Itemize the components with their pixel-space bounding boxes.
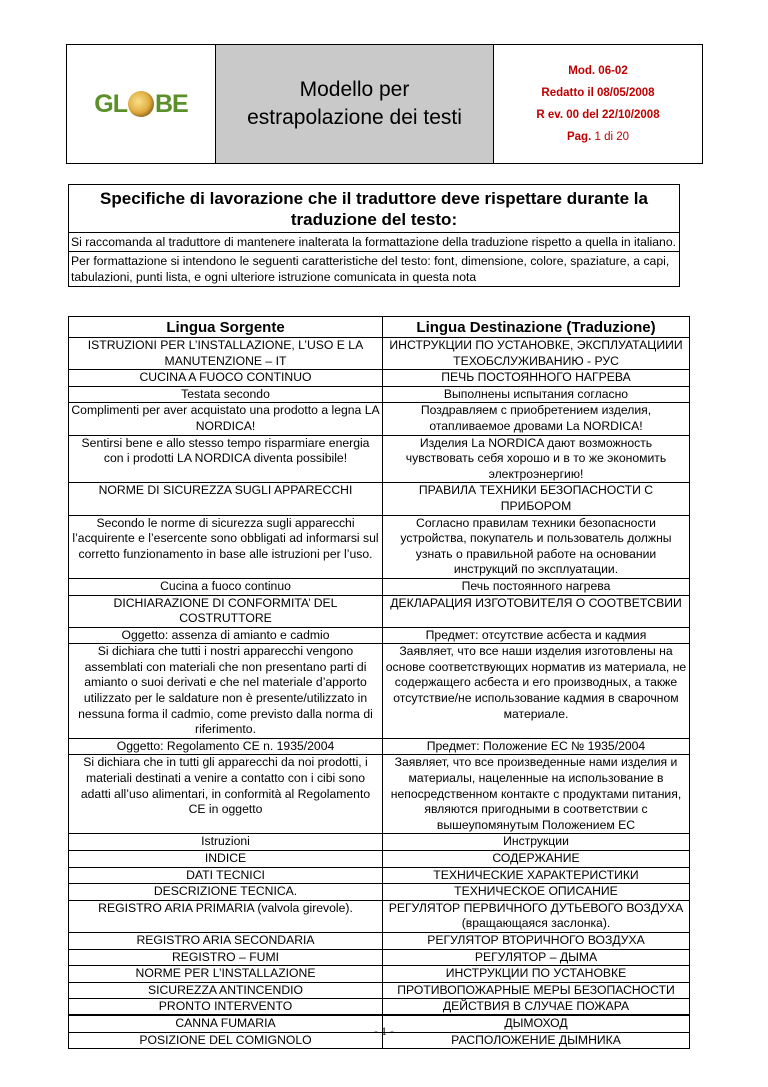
footer-rule bbox=[68, 1014, 689, 1015]
translation-text-cell: ИНСТРУКЦИИ ПО УСТАНОВКЕ bbox=[383, 966, 690, 983]
source-language-header: Lingua Sorgente bbox=[69, 317, 383, 338]
translation-text-cell: Печь постоянного нагрева bbox=[383, 578, 690, 595]
table-row bbox=[69, 738, 690, 755]
spec-line-1: Si raccomanda al traduttore di mantenere inalterata la formattazione della traduzione rispetto a quella in italiano. bbox=[71, 235, 676, 249]
translation-text-cell: РЕГУЛЯТОР ВТОРИЧНОГО ВОЗДУХА bbox=[383, 932, 690, 949]
page-number: 1 di 20 bbox=[594, 131, 630, 143]
table-row bbox=[69, 851, 690, 868]
source-text-cell: SICUREZZA ANTINCENDIO bbox=[69, 982, 383, 999]
source-text-cell: DATI TECNICI bbox=[69, 867, 383, 884]
translation-text-cell: ДЫМОХОД bbox=[383, 1015, 690, 1032]
table-row bbox=[69, 386, 690, 403]
table-row bbox=[69, 644, 690, 739]
source-text-cell: Testata secondo bbox=[69, 386, 383, 403]
source-text-cell: Si dichiara che in tutti gli apparecchi da noi prodotti, i materiali destinati a venire a contatto con i cibi sono adatti all’uso alimentari, in conformità al Regolamento CE in oggetto bbox=[69, 755, 383, 834]
document-title bbox=[216, 45, 494, 163]
revision: R ev. 00 del 22/10/2008 bbox=[536, 109, 660, 121]
translation-table bbox=[68, 316, 690, 1049]
table-row bbox=[69, 867, 690, 884]
translation-text-cell: Инструкции bbox=[383, 834, 690, 851]
translation-text-cell: ИНСТРУКЦИИ ПО УСТАНОВКЕ, ЭКСПЛУАТАЦИИИ ТЕХОБСЛУЖИВАНИЮ - РУС bbox=[383, 338, 690, 370]
translation-text-cell: РЕГУЛЯТОР – ДЫМА bbox=[383, 949, 690, 966]
translation-text-cell: РАСПОЛОЖЕНИЕ ДЫМНИКА bbox=[383, 1032, 690, 1049]
title-line-2: estrapolazione dei testi bbox=[247, 106, 462, 129]
table-row bbox=[69, 949, 690, 966]
translation-specifications bbox=[68, 184, 680, 287]
table-row bbox=[69, 834, 690, 851]
source-text-cell: Complimenti per aver acquistato una prodotto a legna LA NORDICA! bbox=[69, 403, 383, 435]
source-text-cell: NORME PER L’INSTALLAZIONE bbox=[69, 966, 383, 983]
spec-line-2: Per formattazione si intendono le seguenti caratteristiche del testo: font, dimensione, colore, spaziature, a capi, tabulazioni, punti lista, e ogni ulteriore istruzione comunicata in questa nota bbox=[69, 251, 679, 286]
table-row bbox=[69, 966, 690, 983]
source-text-cell: REGISTRO – FUMI bbox=[69, 949, 383, 966]
globe-logo bbox=[94, 90, 187, 119]
translation-text-cell: ТЕХНИЧЕСКОЕ ОПИСАНИЕ bbox=[383, 884, 690, 901]
source-text-cell: PRONTO INTERVENTO bbox=[69, 999, 383, 1016]
table-row bbox=[69, 900, 690, 932]
source-text-cell: ISTRUZIONI PER L’INSTALLAZIONE, L’USO E LA MANUTENZIONE – IT bbox=[69, 338, 383, 370]
source-text-cell: REGISTRO ARIA SECONDARIA bbox=[69, 932, 383, 949]
model-code: Mod. 06-02 bbox=[568, 65, 628, 77]
table-row bbox=[69, 627, 690, 644]
source-text-cell: DESCRIZIONE TECNICA. bbox=[69, 884, 383, 901]
source-text-cell: NORME DI SICUREZZA SUGLI APPARECCHI bbox=[69, 483, 383, 515]
translation-text-cell: Предмет: отсутствие асбеста и кадмия bbox=[383, 627, 690, 644]
translation-text-cell: ПЕЧЬ ПОСТОЯННОГО НАГРЕВА bbox=[383, 370, 690, 387]
translation-text-cell: Изделия La NORDICA дают возможность чувствовать себя хорошо и в то же экономить электроэнергию! bbox=[383, 435, 690, 483]
translation-text-cell: Согласно правилам техники безопасности устройства, покупатель и пользователь должны узнать о правильной работе на основании инструкций по эксплуатации. bbox=[383, 515, 690, 578]
translation-text-cell: Поздравляем с приобретением изделия, отапливаемое дровами La NORDICA! bbox=[383, 403, 690, 435]
drafted-date: Redatto il 08/05/2008 bbox=[541, 87, 655, 99]
document-header bbox=[66, 44, 703, 164]
source-text-cell: Sentirsi bene e allo stesso tempo risparmiare energia con i prodotti LA NORDICA diventa possibile! bbox=[69, 435, 383, 483]
translation-text-cell: Заявляет, что все произведенные нами изделия и материалы, нацеленные на использование в непосредственном контакте с продуктами питания, являются пригодными в соответствии с вышеупомянутым Положением ЕС bbox=[383, 755, 690, 834]
globe-icon bbox=[128, 91, 154, 117]
source-text-cell: CANNA FUMARIA bbox=[69, 1015, 383, 1032]
source-text-cell: CUCINA A FUOCO CONTINUO bbox=[69, 370, 383, 387]
document-meta bbox=[494, 45, 702, 163]
table-row bbox=[69, 999, 690, 1016]
source-text-cell: Si dichiara che tutti i nostri apparecchi vengono assemblati con materiali che non presentano parti di amianto o suoi derivati e che nel materiale d’apporto utilizzato per le saldature non è presente/utilizzato in nessuna forma il cadmio, come previsto dalla norma di riferimento. bbox=[69, 644, 383, 739]
translation-text-cell: ПРОТИВОПОЖАРНЫЕ МЕРЫ БЕЗОПАСНОСТИ bbox=[383, 982, 690, 999]
table-row bbox=[69, 338, 690, 370]
source-text-cell: INDICE bbox=[69, 851, 383, 868]
logo-text-right: BE bbox=[154, 89, 188, 118]
table-header-row bbox=[69, 317, 690, 338]
source-text-cell: Secondo le norme di sicurezza sugli apparecchi l’acquirente e l’esercente sono obbligati ad informarsi sul corretto funzionamento in base alle istruzioni per l’uso. bbox=[69, 515, 383, 578]
translation-text-cell: СОДЕРЖАНИЕ bbox=[383, 851, 690, 868]
table-row bbox=[69, 370, 690, 387]
page-label: Pag. bbox=[566, 131, 592, 143]
table-row bbox=[69, 932, 690, 949]
logo-text-left: GL bbox=[94, 89, 127, 118]
translation-text-cell: ПРАВИЛА ТЕХНИКИ БЕЗОПАСНОСТИ С ПРИБОРОМ bbox=[383, 483, 690, 515]
page-footer-number: - 1 - bbox=[374, 1024, 394, 1038]
table-row bbox=[69, 884, 690, 901]
source-text-cell: Cucina a fuoco continuo bbox=[69, 578, 383, 595]
table-row bbox=[69, 595, 690, 627]
source-text-cell: DICHIARAZIONE DI CONFORMITA’ DEL COSTRUTTORE bbox=[69, 595, 383, 627]
page-indicator bbox=[567, 126, 629, 148]
source-text-cell: Oggetto: Regolamento CE n. 1935/2004 bbox=[69, 738, 383, 755]
table-row bbox=[69, 483, 690, 515]
translation-text-cell: ТЕХНИЧЕСКИЕ ХАРАКТЕРИСТИКИ bbox=[383, 867, 690, 884]
source-text-cell: Istruzioni bbox=[69, 834, 383, 851]
translation-text-cell: Заявляет, что все наши изделия изготовлены на основе соответствующих норматив из материала, не содержащего асбеста и его производных, а также отсутствие/не использование кадмия в сварочном материале. bbox=[383, 644, 690, 739]
logo-cell bbox=[67, 45, 216, 163]
source-text-cell: REGISTRO ARIA PRIMARIA (valvola girevole). bbox=[69, 900, 383, 932]
source-text-cell: Oggetto: assenza di amianto e cadmio bbox=[69, 627, 383, 644]
spec-title: Specifiche di lavorazione che il traduttore deve rispettare durante la traduzione del testo: bbox=[69, 185, 679, 233]
table-row bbox=[69, 403, 690, 435]
table-row bbox=[69, 982, 690, 999]
translation-text-cell: Выполнены испытания согласно bbox=[383, 386, 690, 403]
table-row bbox=[69, 515, 690, 578]
table-row bbox=[69, 755, 690, 834]
source-text-cell: POSIZIONE DEL COMIGNOLO bbox=[69, 1032, 383, 1049]
table-body bbox=[69, 338, 690, 1049]
translation-text-cell: Предмет: Положение ЕС № 1935/2004 bbox=[383, 738, 690, 755]
translation-text-cell: ДЕЙСТВИЯ В СЛУЧАЕ ПОЖАРА bbox=[383, 999, 690, 1016]
table-row bbox=[69, 578, 690, 595]
target-language-header: Lingua Destinazione (Traduzione) bbox=[383, 317, 690, 338]
title-line-1: Modello per bbox=[299, 78, 410, 101]
translation-text-cell: ДЕКЛАРАЦИЯ ИЗГОТОВИТЕЛЯ О СООТВЕТСВИИ bbox=[383, 595, 690, 627]
translation-text-cell: РЕГУЛЯТОР ПЕРВИЧНОГО ДУТЬЕВОГО ВОЗДУХА (вращающаяся заслонка). bbox=[383, 900, 690, 932]
table-row bbox=[69, 435, 690, 483]
